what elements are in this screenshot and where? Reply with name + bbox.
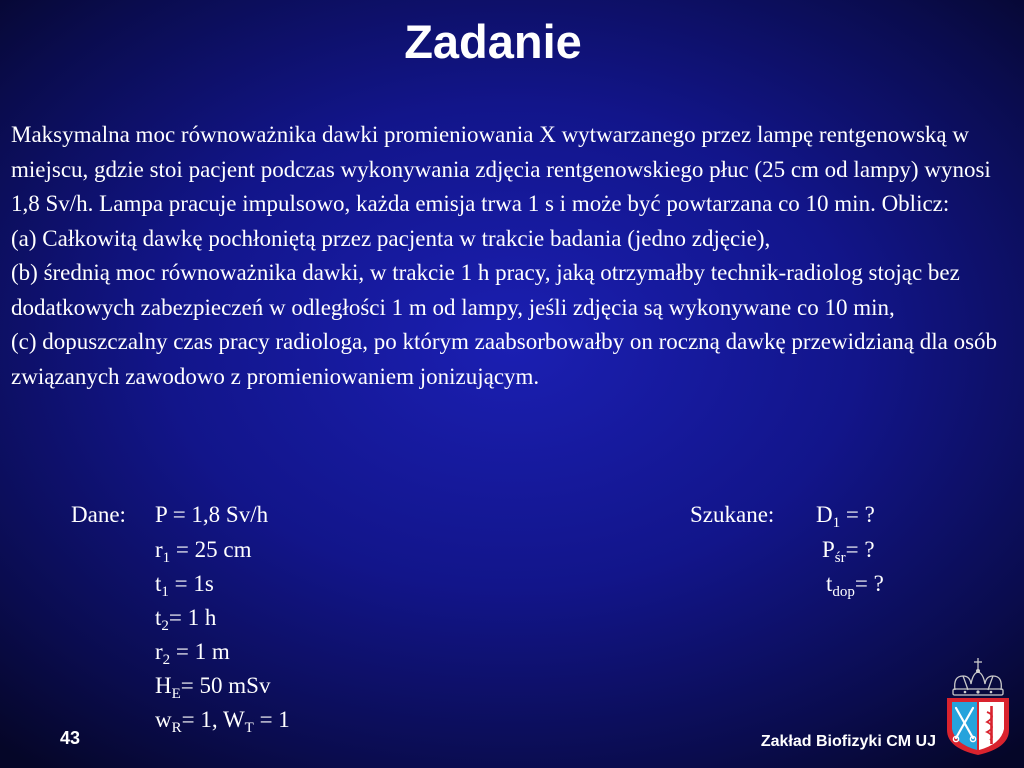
- task-part-b: (b) średnią moc równoważnika dawki, w trakcie 1 h pracy, jaką otrzymałby technik-radiolog stojąc bez dodatkowych zabezpieczeń w odległości 1 m od lampy, jeśli zdjęcia są wykonywane co 10 min,: [11, 260, 960, 320]
- slide-title: Zadanie: [404, 15, 582, 68]
- department-name: Zakład Biofizyki CM UJ: [760, 733, 936, 750]
- task-part-c: (c) dopuszczalny czas pracy radiologa, po którym zaabsorbowałby on roczną dawkę przewidzianą dla osób związanych zawodowo z promieniowaniem jonizującym.: [11, 329, 998, 389]
- given-t1: $t_1 = 1s$: [155, 571, 214, 600]
- sought-tdop: $t_{dop}=$ ?: [826, 571, 884, 600]
- task-description: [11, 118, 1016, 394]
- given-r1: $r_1 = 25$ cm: [155, 537, 252, 566]
- given-he: $H_E= 50$ mSv: [155, 673, 271, 702]
- given-label: Dane:: [71, 502, 126, 527]
- slide-number: 43: [60, 728, 81, 748]
- sought-psr: $P_{śr}=$ ?: [822, 537, 875, 566]
- sought-label: Szukane:: [690, 502, 775, 527]
- sought-d1: $D_1$ = ?: [816, 502, 875, 531]
- task-part-a: (a) Całkowitą dawkę pochłoniętą przez pacjenta w trakcie badania (jedno zdjęcie),: [11, 225, 771, 251]
- given-t2: $t_2= 1$ h: [155, 605, 217, 634]
- university-crest-icon: [943, 656, 1013, 756]
- given-weights: $w_R= 1$, $W_T = 1$: [155, 707, 290, 736]
- given-power: P = 1,8 Sv/h: [155, 502, 269, 527]
- task-intro: Maksymalna moc równoważnika dawki promieniowania X wytwarzanego przez lampę rentgenowską w miejscu, gdzie stoi pacjent podczas wykonywania zdjęcia rentgenowskiego płuc (25 cm od lampy) wynosi 1,8 Sv/h. Lampa pracuje impulsowo, każda emisja trwa 1 s i może być powtarzana co 10 min. Oblicz:: [11, 122, 991, 216]
- given-r2: $r_2 = 1$ m: [155, 639, 230, 668]
